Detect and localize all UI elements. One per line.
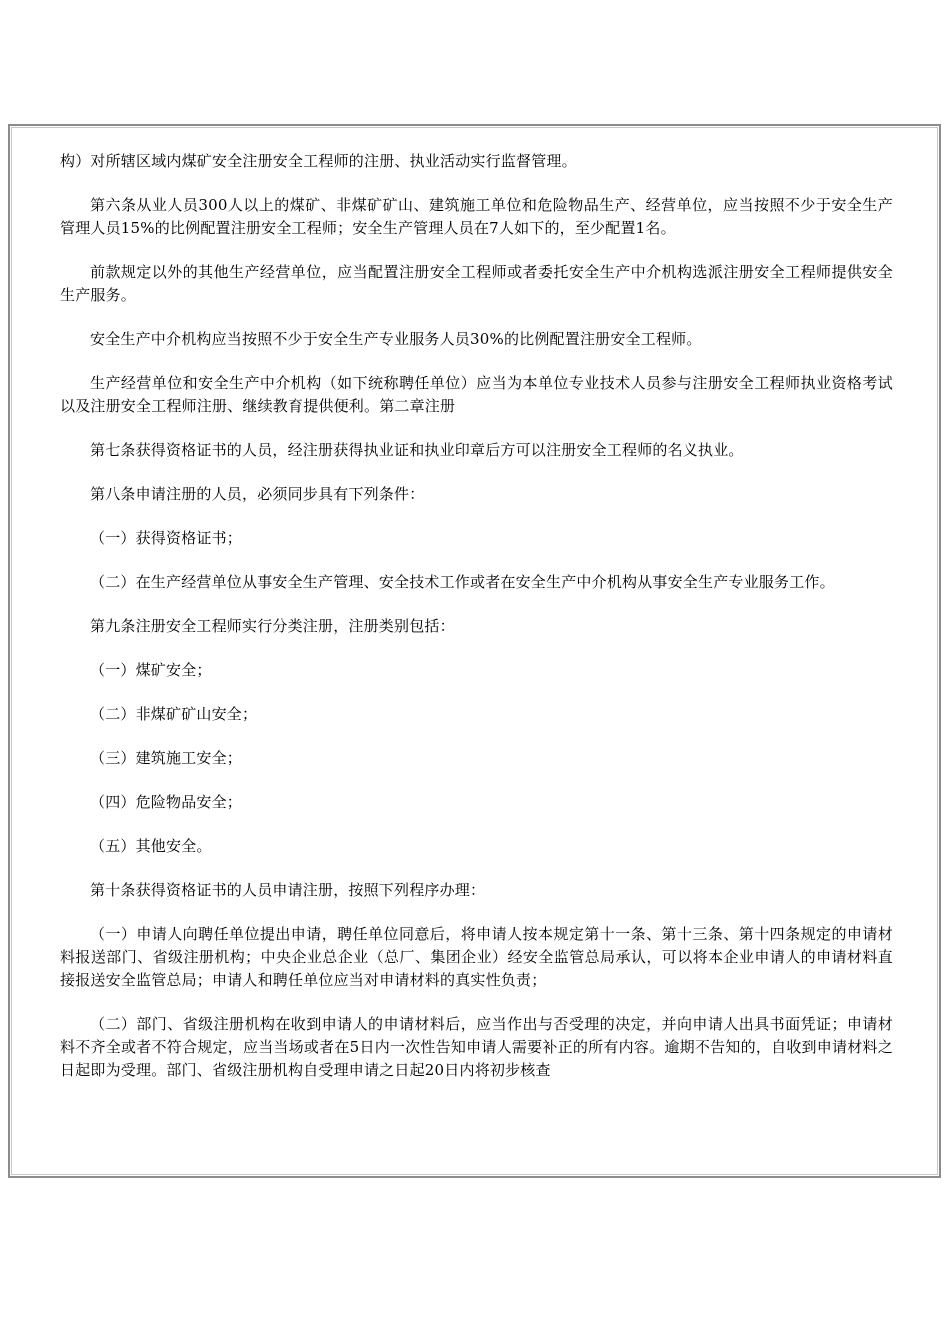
list-item: （四）危险物品安全；	[90, 793, 243, 811]
list-item: （一）获得资格证书；	[90, 529, 243, 547]
paragraph-article-6: 第六条从业人员300人以上的煤矿、非煤矿矿山、建筑施工单位和危险物品生产、经营单位，应当按照不少于安全生产管理人员15%的比例配置注册安全工程师；安全生产管理人员在7人如下的，至少配置1名。	[60, 196, 893, 237]
paragraph: 前款规定以外的其他生产经营单位，应当配置注册安全工程师或者委托安全生产中介机构选派注册安全工程师提供安全生产服务。	[60, 263, 893, 304]
list-item: （二）部门、省级注册机构在收到申请人的申请材料后，应当作出与否受理的决定，并向申请人出具书面凭证；申请材料不齐全或者不符合规定，应当当场或者在5日内一次性告知申请人需要补正的所有内容。逾期不告知的，自收到申请材料之日起即为受理。部门、省级注册机构自受理申请之日起20日内将初步核查	[60, 1015, 893, 1079]
list-item: （二）非煤矿矿山安全；	[90, 705, 258, 723]
paragraph: 生产经营单位和安全生产中介机构（如下统称聘任单位）应当为本单位专业技术人员参与注册安全工程师执业资格考试以及注册安全工程师注册、继续教育提供便利。第二章注册	[60, 374, 893, 415]
list-item: （二）在生产经营单位从事安全生产管理、安全技术工作或者在安全生产中介机构从事安全生产专业服务工作。	[90, 573, 835, 591]
paragraph: 安全生产中介机构应当按照不少于安全生产专业服务人员30%的比例配置注册安全工程师。	[90, 330, 702, 348]
list-item: （一）煤矿安全；	[90, 661, 212, 679]
paragraph-article-10: 第十条获得资格证书的人员申请注册，按照下列程序办理：	[90, 881, 486, 899]
list-item: （五）其他安全。	[90, 837, 212, 855]
paragraph-article-9: 第九条注册安全工程师实行分类注册，注册类别包括：	[90, 617, 455, 635]
paragraph: 构）对所辖区域内煤矿安全注册安全工程师的注册、执业活动实行监督管理。	[60, 152, 577, 170]
document-body	[60, 150, 893, 1103]
list-item: （三）建筑施工安全；	[90, 749, 243, 767]
paragraph-article-7: 第七条获得资格证书的人员，经注册获得执业证和执业印章后方可以注册安全工程师的名义执业。	[90, 441, 744, 459]
paragraph-article-8: 第八条申请注册的人员，必须同步具有下列条件：	[90, 485, 425, 503]
document-page	[8, 124, 941, 1178]
list-item: （一）申请人向聘任单位提出申请，聘任单位同意后，将申请人按本规定第十一条、第十三条、第十四条规定的申请材料报送部门、省级注册机构；中央企业总企业（总厂、集团企业）经安全监管总局承认，可以将本企业申请人的申请材料直接报送安全监管总局；申请人和聘任单位应当对申请材料的真实性负责；	[60, 925, 893, 989]
